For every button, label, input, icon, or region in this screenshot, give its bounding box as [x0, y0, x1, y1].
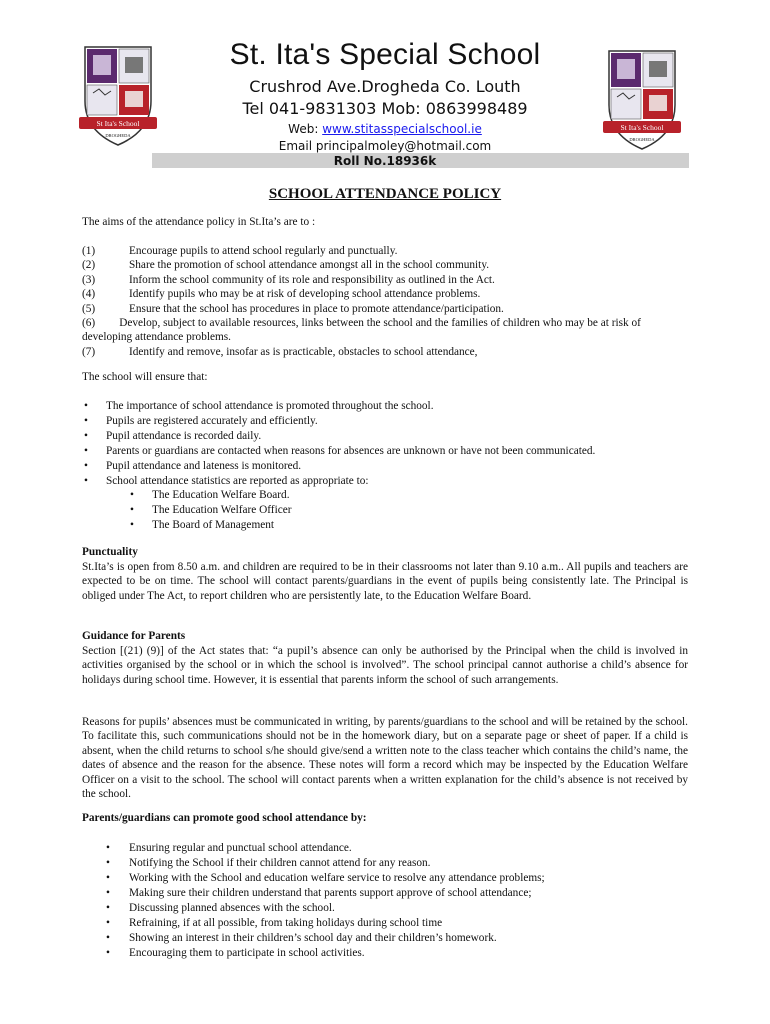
aim-number: (3): [82, 273, 96, 286]
aim-item: [82, 244, 688, 258]
aim-item: [82, 316, 688, 345]
school-address: Crushrod Ave.Drogheda Co. Louth: [249, 77, 521, 96]
aim-text: Encourage pupils to attend school regularly and punctually.: [129, 245, 398, 257]
web-line: [0, 122, 770, 136]
bullet-icon: •: [106, 872, 110, 884]
aims-intro: The aims of the attendance policy in St.Ita’s are to :: [82, 216, 316, 228]
bullet-icon: •: [106, 947, 110, 959]
school-phone: Tel 041-9831303 Mob: 0863998489: [242, 99, 528, 118]
list-item-text: Notifying the School if their children cannot attend for any reason.: [129, 857, 431, 869]
bullet-icon: •: [84, 430, 88, 442]
bullet-icon: •: [106, 842, 110, 854]
crest-banner-left: St Ita's School: [96, 119, 140, 128]
bullet-icon: •: [106, 902, 110, 914]
list-item-text: Pupil attendance and lateness is monitored.: [106, 460, 302, 472]
aim-number: (1): [82, 245, 96, 257]
web-label: Web:: [288, 122, 323, 136]
bullet-icon: •: [106, 932, 110, 944]
punctuality-heading: Punctuality: [82, 546, 138, 558]
aim-text: Inform the school community of its role and responsibility as outlined in the Act.: [129, 273, 495, 286]
aim-text: Develop, subject to available resources, links between the school and the families of children who may be at risk of developing attendance problems.: [82, 317, 641, 344]
aim-text: Identify and remove, insofar as is practicable, obstacles to school attendance,: [129, 345, 478, 358]
aim-number: (7): [82, 345, 96, 358]
bullet-icon: •: [106, 917, 110, 929]
email-line: Email principalmoley@hotmail.com: [278, 139, 492, 153]
list-item-text: The Education Welfare Board.: [152, 489, 290, 501]
bullet-icon: •: [84, 400, 88, 412]
list-item-text: Working with the School and education welfare service to resolve any attendance problems;: [129, 872, 545, 884]
aim-text: Share the promotion of school attendance amongst all in the school community.: [129, 259, 490, 272]
list-item-text: The Education Welfare Officer: [152, 504, 292, 516]
list-item-text: Encouraging them to participate in school activities.: [129, 947, 365, 959]
guidance-text-2: Reasons for pupils’ absences must be communicated in writing, by parents/guardians to the school and will be retained by the school. To facilitate this, such communications should not be in the homework diary, but on a separate page or sheet of paper. If a child is absent, when the child returns to school s/he should give/send a written note to the class teacher which contains the child’s name, the dates of absence and the reason for the absence. These notes will form a record which may be inspected by the Education Welfare Officer on a visit to the school. The school will contact parents when a written explanation for the child’s absence is not received by the school.: [82, 716, 688, 801]
aim-item: [82, 345, 688, 359]
list-item-text: Refraining, if at all possible, from taking holidays during school time: [129, 917, 443, 929]
school-name: St. Ita's Special School: [229, 38, 541, 71]
list-item-text: The importance of school attendance is promoted throughout the school.: [106, 400, 434, 412]
bullet-icon: •: [84, 415, 88, 427]
document-title: SCHOOL ATTENDANCE POLICY: [268, 186, 502, 202]
ensure-intro: The school will ensure that:: [82, 371, 208, 383]
bullet-icon: •: [130, 489, 134, 501]
aim-text: Identify pupils who may be at risk of developing school attendance problems.: [129, 288, 481, 301]
website-link[interactable]: www.stitasspecialschool.ie: [322, 122, 482, 136]
bullet-icon: •: [130, 504, 134, 516]
list-item-text: Pupils are registered accurately and efficiently.: [106, 415, 318, 427]
guidance-text-1: Section [(21) (9)] of the Act states that: “a pupil’s absence can only be authorised by the Principal when the child is involved in activities organised by the school or in which the school is involved”. The school principal cannot authorise a child’s absence for holidays during school time. However, it is essential that parents inform the school of such arrangements.: [82, 645, 688, 686]
crest-banner-right: St Ita's School: [620, 123, 664, 132]
roll-number: Roll No.18936k: [333, 154, 437, 168]
list-item-text: Discussing planned absences with the school.: [129, 902, 335, 914]
crest-town-left: DROGHEDA: [105, 133, 131, 138]
crest-town-right: DROGHEDA: [629, 137, 655, 142]
aim-number: (5): [82, 302, 96, 315]
bullet-icon: •: [84, 445, 88, 457]
aim-number: (2): [82, 259, 96, 272]
bullet-icon: •: [106, 887, 110, 899]
list-item-text: Pupil attendance is recorded daily.: [106, 430, 262, 442]
list-item-text: Parents or guardians are contacted when reasons for absences are unknown or have not been communicated.: [106, 445, 596, 457]
aim-item: [82, 273, 688, 287]
list-item-text: Showing an interest in their children’s school day and their children’s homework.: [129, 932, 497, 944]
aim-item: [82, 287, 688, 301]
punctuality-text: St.Ita’s is open from 8.50 a.m. and children are required to be in their classrooms not later than 9.10 a.m.. All pupils and teachers are expected to be on time. The school will contact parents/guardians in the event of pupils being consistently late. The Principal is obliged under The Act, to report children who are persistently late, to the Education Welfare Board.: [82, 561, 688, 602]
aim-number: (4): [82, 288, 96, 301]
bullet-icon: •: [84, 475, 88, 487]
aim-item: [82, 258, 688, 272]
aim-text: Ensure that the school has procedures in place to promote attendance/participation.: [129, 302, 504, 315]
guidance-heading: Guidance for Parents: [82, 630, 186, 642]
promote-heading: Parents/guardians can promote good school attendance by:: [82, 812, 367, 824]
bullet-icon: •: [130, 519, 134, 531]
aim-item: [82, 302, 688, 316]
bullet-icon: •: [84, 460, 88, 472]
list-item-text: The Board of Management: [152, 519, 275, 531]
bullet-icon: •: [106, 857, 110, 869]
list-item-text: Ensuring regular and punctual school attendance.: [129, 842, 352, 854]
aim-number: (6): [82, 317, 96, 329]
list-item-text: School attendance statistics are reported as appropriate to:: [106, 475, 369, 487]
list-item-text: Making sure their children understand that parents support approve of school attendance;: [129, 887, 532, 899]
